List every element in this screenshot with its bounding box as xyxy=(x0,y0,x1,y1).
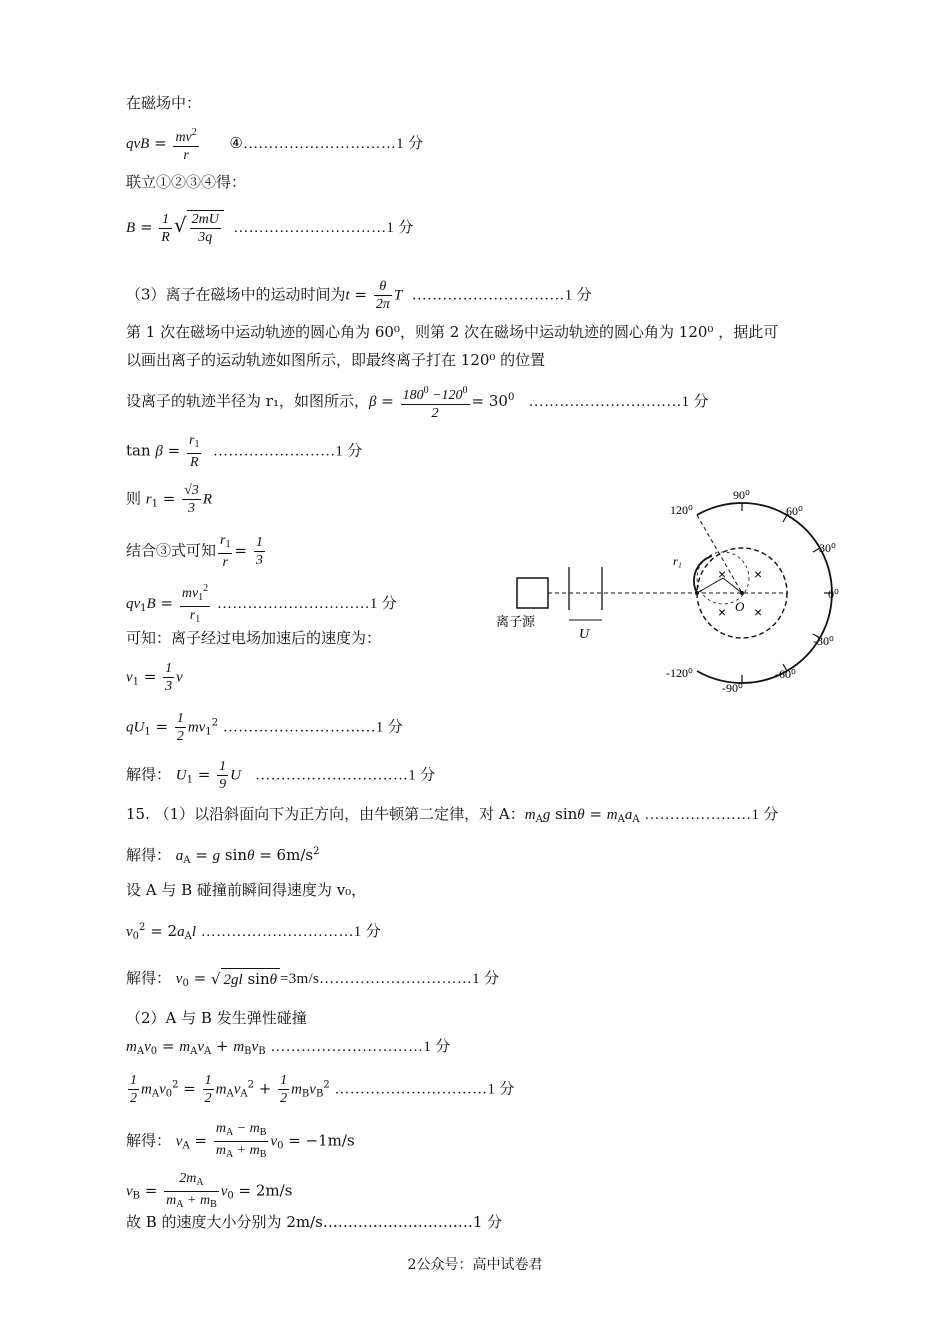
text-line: 故 B 的速度大小分别为 2m/s…………………………1 分 xyxy=(126,1213,503,1231)
equation-kinematic: $v_0^2 = 2a_Al$ …………………………1 分 xyxy=(126,922,381,942)
score-mark: …………………………1 分 xyxy=(200,924,381,940)
score-mark: …………………………1 分 xyxy=(270,1039,451,1055)
angle-label: -30⁰ xyxy=(813,634,834,648)
ion-source-label: 离子源 xyxy=(496,614,536,629)
equation-lorentz-v1: $qv_1B$ = $\frac{mv_1^2}{r_1}$ …………………………1 分 xyxy=(126,580,397,628)
equation-r1: 则 $r_1$ = $\frac{√3}{3}$ R xyxy=(126,483,212,516)
text-prefix: 解得： xyxy=(126,846,172,864)
equation-v1: $v_1$ = $\frac{1}{3}$ v xyxy=(126,661,183,694)
score-mark: ……………………1 分 xyxy=(213,443,363,460)
text-prefix: 解得： xyxy=(126,969,172,987)
equation-ratio: 结合③式可知 $\frac{r_1}{r}$ = $\frac{1}{3}$ xyxy=(126,533,263,570)
score-mark: …………………………1 分 xyxy=(233,220,414,236)
angle-label: -90⁰ xyxy=(722,681,743,695)
text-prefix: 设离子的轨迹半径为 r₁，如图所示， xyxy=(126,392,369,410)
angle-label: 0⁰ xyxy=(828,587,839,601)
entry-dot xyxy=(695,591,699,595)
text-prefix: 解得： xyxy=(126,765,172,784)
text-prefix: 结合③式可知 xyxy=(126,541,217,560)
page-footer: 2公众号：高中试卷君 xyxy=(407,1257,543,1273)
score-mark: …………………………1 分 xyxy=(255,767,436,784)
text-prefix: （3）离子在磁场中的运动时间为 xyxy=(126,285,346,304)
text-line: 联立①②③④得： xyxy=(126,173,247,191)
equation-va: 解得： $v_A$ = $\frac{m_A - m_B}{m_A + m_B}$ $v_0 = -1m/s$ xyxy=(126,1121,355,1160)
score-mark: ④…………………………1 分 xyxy=(229,136,424,152)
ion-trajectory-diagram xyxy=(490,485,860,705)
equation-tan-beta: tan β = $\frac{r_1}{R}$ ……………………1 分 xyxy=(126,433,363,470)
angle-label: 60⁰ xyxy=(786,504,803,518)
field-mark: × xyxy=(754,566,763,582)
angle-label: -60⁰ xyxy=(775,667,796,681)
equation-lorentz: qvB = $\frac{mv^2}{r}$ ④…………………………1 分 xyxy=(126,124,423,164)
text-line: 第 1 次在磁场中运动轨迹的圆心角为 60⁰，则第 2 次在磁场中运动轨迹的圆心角为 120⁰ ，据此可 xyxy=(126,323,779,341)
score-mark: …………………………1 分 xyxy=(334,1081,515,1098)
angle-label: 120⁰ xyxy=(670,503,693,517)
text-line: （2）A 与 B 发生弹性碰撞 xyxy=(126,1009,307,1027)
center-label: O xyxy=(735,599,745,614)
score-mark: …………………………1 分 xyxy=(528,394,709,410)
r1-label: r₁ xyxy=(673,554,682,568)
text-prefix: 则 xyxy=(126,489,142,508)
text-line: 可知：离子经过电场加速后的速度为： xyxy=(126,629,382,647)
center-dot xyxy=(740,591,744,595)
text-line: 以画出离子的运动轨迹如图所示，即最终离子打在 120⁰ 的位置 xyxy=(126,351,546,369)
equation-beta: 设离子的轨迹半径为 r₁，如图所示，β = $\frac{180^0 -120^0}{2}$ = $30^0$ …………………………1 分 xyxy=(126,382,709,422)
ion-source-box xyxy=(517,578,548,608)
field-mark: × xyxy=(718,604,727,620)
equation-time: （3）离子在磁场中的运动时间为t = $\frac{\theta}{2\pi}$ T …………………………1 分 xyxy=(126,279,592,312)
equation-v0: 解得： $v_0$ = √ 2gl sinθ =3m/s…………………………1 分 xyxy=(126,969,500,989)
score-mark: …………………………1 分 xyxy=(411,287,592,304)
equation-newton: 15. （1）以沿斜面向下为正方向，由牛顿第二定律，对 A：$m_Ag$ $\sin\theta = m_Aa_A$ …………………1 分 xyxy=(126,805,779,825)
text-line: 在磁场中： xyxy=(126,94,202,112)
score-mark: …………………………1 分 xyxy=(216,596,398,612)
angle-label: -120⁰ xyxy=(666,666,693,680)
angle-label: 30⁰ xyxy=(819,541,836,555)
equation-b-field: B = $\frac{1}{R}$ √ $\frac{2mU}{3q}$ …………………………1 分 xyxy=(126,211,414,245)
text-prefix: 15. （1）以沿斜面向下为正方向，由牛顿第二定律，对 A： xyxy=(126,805,525,823)
voltage-label: U xyxy=(579,627,590,642)
score-mark: …………………1 分 xyxy=(644,807,779,823)
equation-energy: $\frac{1}{2}$ $m_Av_0^2$ = $\frac{1}{2}$ $m_Av_A^2$ + $\frac{1}{2}$ $m_Bv_B^2$ …………………………1 分 xyxy=(130,1073,515,1106)
equation-vb: $v_B$ = $\frac{2m_A}{m_A + m_B}$ $v_0 = 2m/s$ xyxy=(126,1171,293,1210)
text-prefix: 解得： xyxy=(126,1131,172,1150)
field-mark: × xyxy=(718,566,727,582)
score-mark: =3m/s…………………………1 分 xyxy=(280,971,500,987)
field-mark: × xyxy=(754,604,763,620)
text-line: 设 A 与 B 碰撞前瞬间得速度为 v₀， xyxy=(126,881,367,899)
equation-accel: 解得： $a_A = g$ $\sin\theta = 6m/s^2$ xyxy=(126,846,320,866)
equation-momentum: $m_Av_0 = m_Av_A + m_Bv_B$ …………………………1 分 xyxy=(126,1037,451,1057)
score-mark: …………………………1 分 xyxy=(222,719,404,736)
equation-energy-u1: $qU_1$ = $\frac{1}{2}$ $mv_1^2$ …………………………1 分 xyxy=(126,711,404,744)
angle-label: 90⁰ xyxy=(733,488,750,502)
equation-u1-result: 解得： $U_1$ = $\frac{1}{9}$ U …………………………1 分 xyxy=(126,759,436,792)
